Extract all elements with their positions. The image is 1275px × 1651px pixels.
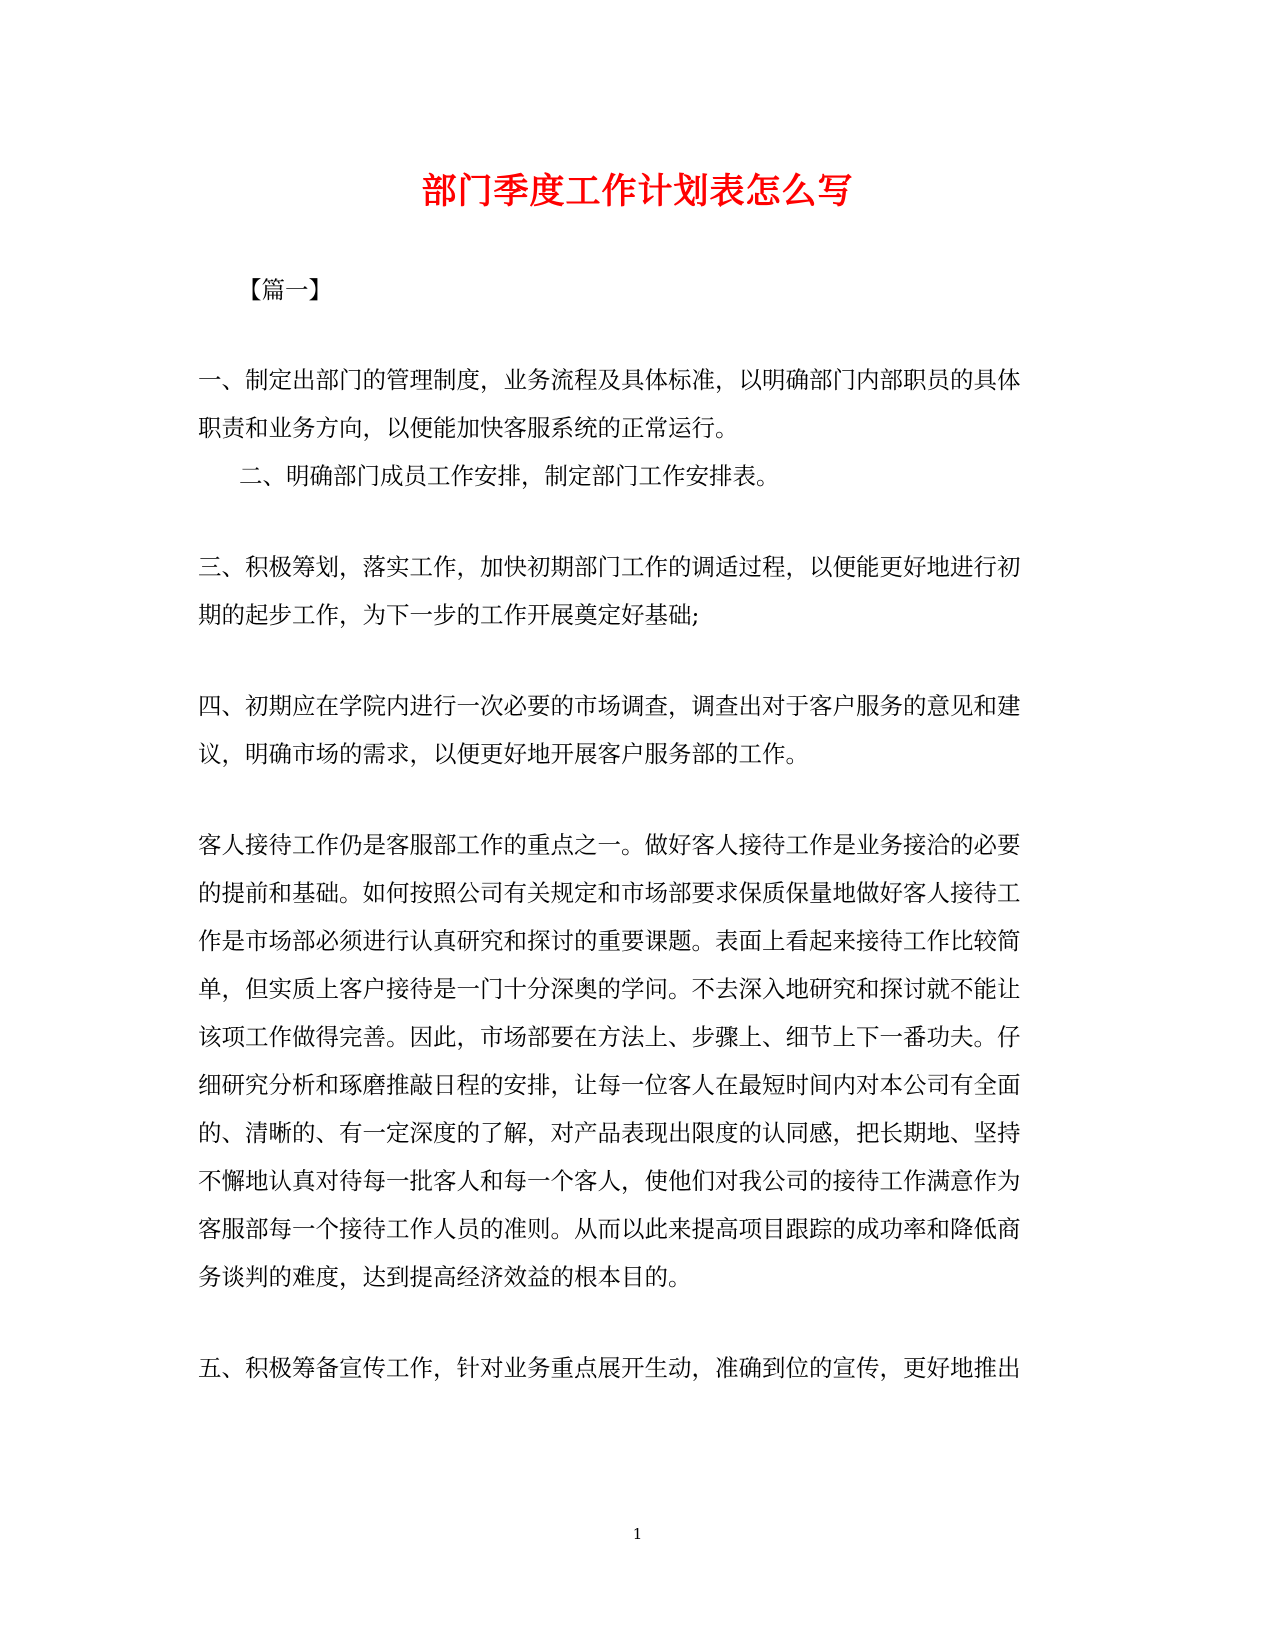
text-line: 期的起步工作，为下一步的工作开展奠定好基础; xyxy=(198,601,700,629)
document-title: 部门季度工作计划表怎么写 xyxy=(421,171,854,212)
text-line: 一、制定出部门的管理制度，业务流程及具体标准，以明确部门内部职员的具体 xyxy=(198,366,1021,394)
text-line: 该项工作做得完善。因此，市场部要在方法上、步骤上、细节上下一番功夫。仔 xyxy=(198,1023,1021,1051)
text-line: 细研究分析和琢磨推敲日程的安排，让每一位客人在最短时间内对本公司有全面 xyxy=(198,1071,1021,1099)
text-line: 二、明确部门成员工作安排，制定部门工作安排表。 xyxy=(239,462,780,490)
text-line: 不懈地认真对待每一批客人和每一个客人，使他们对我公司的接待工作满意作为 xyxy=(198,1167,1021,1195)
text-line: 三、积极筹划，落实工作，加快初期部门工作的调适过程，以便能更好地进行初 xyxy=(198,553,1021,581)
text-line: 职责和业务方向，以便能加快客服系统的正常运行。 xyxy=(198,414,739,442)
text-line: 务谈判的难度，达到提高经济效益的根本目的。 xyxy=(198,1263,692,1291)
text-line: 的提前和基础。如何按照公司有关规定和市场部要求保质保量地做好客人接待工 xyxy=(198,879,1021,907)
text-line: 客人接待工作仍是客服部工作的重点之一。做好客人接待工作是业务接洽的必要 xyxy=(198,831,1021,859)
section-label: 【篇一】 xyxy=(238,276,332,304)
text-line: 的、清晰的、有一定深度的了解，对产品表现出限度的认同感，把长期地、坚持 xyxy=(198,1119,1021,1147)
text-line: 议，明确市场的需求，以便更好地开展客户服务部的工作。 xyxy=(198,740,809,768)
text-line: 作是市场部必须进行认真研究和探讨的重要课题。表面上看起来接待工作比较简 xyxy=(198,927,1021,955)
text-line: 四、初期应在学院内进行一次必要的市场调查，调查出对于客户服务的意见和建 xyxy=(198,692,1021,720)
text-line: 单，但实质上客户接待是一门十分深奥的学问。不去深入地研究和探讨就不能让 xyxy=(198,975,1021,1003)
page-number: 1 xyxy=(632,1525,643,1543)
text-line: 五、积极筹备宣传工作，针对业务重点展开生动，准确到位的宣传，更好地推出 xyxy=(198,1354,1021,1382)
text-line: 客服部每一个接待工作人员的准则。从而以此来提高项目跟踪的成功率和降低商 xyxy=(198,1215,1021,1243)
